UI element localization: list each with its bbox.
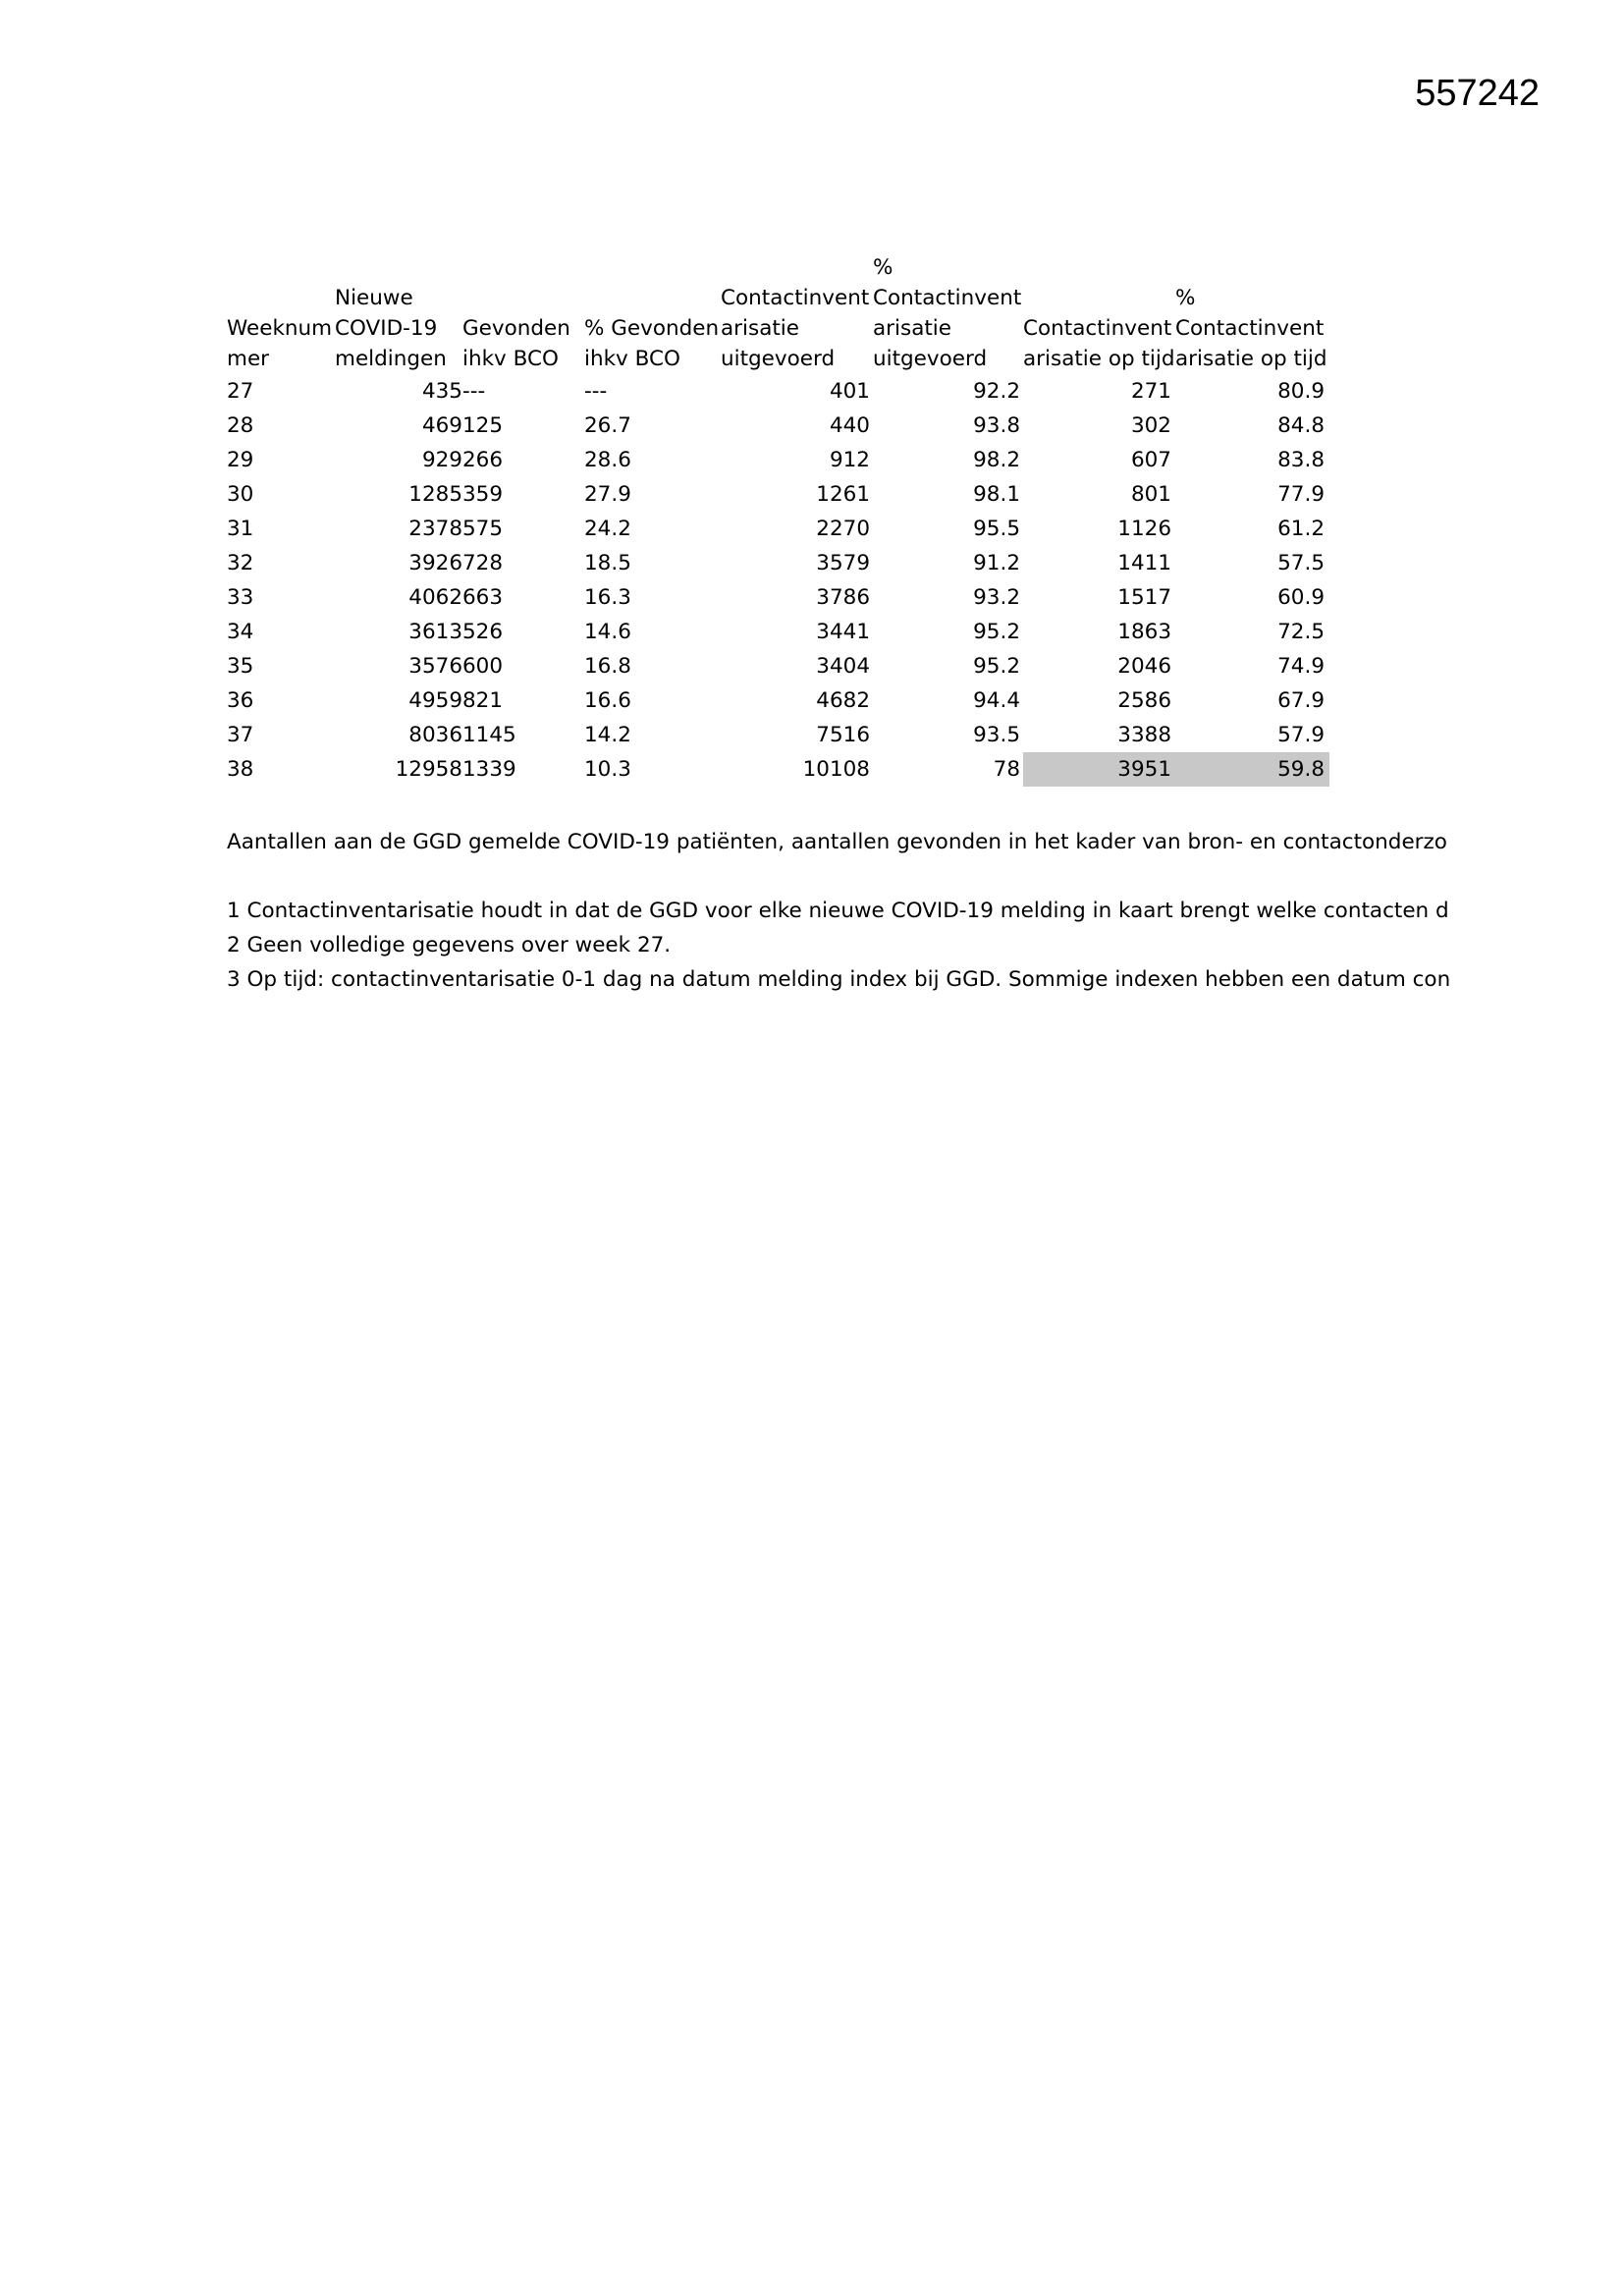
table-cell: 30 (227, 482, 254, 507)
table-row (227, 683, 1346, 718)
table-cell: 1863 (1117, 620, 1171, 644)
table-cell: 401 (829, 379, 870, 404)
table-body (227, 374, 1346, 787)
table-cell: 435 (421, 379, 462, 404)
table-cell: 7516 (816, 723, 870, 747)
table-cell: 600 (462, 654, 504, 679)
data-table (227, 252, 1346, 787)
column-header-line: arisatie op tijd (1023, 347, 1175, 371)
table-cell: 95.5 (973, 517, 1020, 541)
table-cell: 98.2 (973, 448, 1020, 472)
column-header-line: Nieuwe (335, 286, 413, 310)
document-number: 557242 (1415, 73, 1540, 114)
table-row (227, 649, 1346, 683)
table-cell: 60.9 (1277, 585, 1325, 610)
table-cell: 2586 (1117, 688, 1171, 713)
table-cell: 16.3 (584, 585, 631, 610)
table-cell: 95.2 (973, 654, 1020, 679)
table-row (227, 512, 1346, 546)
table-cell: 28.6 (584, 448, 631, 472)
table-cell: 61.2 (1277, 517, 1325, 541)
column-header (1023, 313, 1175, 374)
table-cell: 125 (462, 413, 504, 438)
table-cell: 92.2 (973, 379, 1020, 404)
table-cell: 4959 (408, 688, 462, 713)
table-cell: 38 (227, 757, 254, 782)
table-cell: 912 (829, 448, 870, 472)
column-header-line: uitgevoerd (873, 347, 988, 371)
table-cell: 1517 (1117, 585, 1171, 610)
table-cell: 18.5 (584, 551, 631, 575)
table-cell: 1261 (816, 482, 870, 507)
table-cell: 728 (462, 551, 504, 575)
table-cell: 37 (227, 723, 254, 747)
table-cell: 302 (1130, 413, 1171, 438)
table-cell: 607 (1130, 448, 1171, 472)
table-cell: 80.9 (1277, 379, 1325, 404)
table-cell: 27 (227, 379, 254, 404)
table-row (227, 718, 1346, 752)
table-cell: 4682 (816, 688, 870, 713)
table-cell: 10108 (802, 757, 870, 782)
table-row (227, 409, 1346, 443)
column-header-line: mer (227, 347, 270, 371)
column-header-line: Contactinvent (873, 286, 1022, 310)
column-header-line: % Gevonden (584, 316, 720, 341)
footnote-2: 2 Geen volledige gegevens over week 27. (227, 933, 672, 957)
table-row (227, 546, 1346, 580)
table-cell: 821 (462, 688, 504, 713)
table-cell: 16.6 (584, 688, 631, 713)
column-header (873, 252, 1021, 374)
table-cell: 36 (227, 688, 254, 713)
table-cell: 33 (227, 585, 254, 610)
table-cell: 271 (1130, 379, 1171, 404)
table-cell: 26.7 (584, 413, 631, 438)
table-cell: 84.8 (1277, 413, 1325, 438)
table-cell: 35 (227, 654, 254, 679)
column-header-line: ihkv BCO (462, 347, 559, 371)
column-header-line: Gevonden (462, 316, 570, 341)
table-cell: 2046 (1117, 654, 1171, 679)
table-cell: 3579 (816, 551, 870, 575)
table-cell: 929 (421, 448, 462, 472)
table-cell: 34 (227, 620, 254, 644)
table-cell: 59.8 (1277, 757, 1325, 782)
column-header-line: % (1175, 286, 1196, 310)
table-cell: 1411 (1117, 551, 1171, 575)
column-header-line: arisatie (873, 316, 951, 341)
table-cell: 78 (993, 757, 1020, 782)
table-row (227, 477, 1346, 512)
table-cell: 14.6 (584, 620, 631, 644)
column-header (721, 283, 869, 374)
table-row (227, 374, 1346, 409)
table-cell: 440 (829, 413, 870, 438)
footnote-3: 3 Op tijd: contactinventarisatie 0-1 dag na datum melding index bij GGD. Sommige indexen hebben een datum con (227, 967, 1451, 992)
table-cell: 1126 (1117, 517, 1171, 541)
table-cell: 575 (462, 517, 504, 541)
table-cell: 95.2 (973, 620, 1020, 644)
table-cell: 3576 (408, 654, 462, 679)
table-cell: 663 (462, 585, 504, 610)
table-row (227, 615, 1346, 649)
table-cell: 14.2 (584, 723, 631, 747)
table-cell: 94.4 (973, 688, 1020, 713)
table-cell: 2378 (408, 517, 462, 541)
table-cell: 28 (227, 413, 254, 438)
column-header (462, 313, 570, 374)
notes-section (227, 825, 1450, 997)
column-header-line: uitgevoerd (721, 347, 836, 371)
table-cell: 72.5 (1277, 620, 1325, 644)
table-cell: 16.8 (584, 654, 631, 679)
column-header (335, 283, 447, 374)
table-cell: 1339 (462, 757, 516, 782)
table-cell: 67.9 (1277, 688, 1325, 713)
table-header (227, 252, 1346, 374)
table-cell: 2270 (816, 517, 870, 541)
table-cell: 91.2 (973, 551, 1020, 575)
column-header-line: Contactinvent (1175, 316, 1325, 341)
column-header-line: ihkv BCO (584, 347, 680, 371)
table-cell: 10.3 (584, 757, 631, 782)
table-cell: 12958 (395, 757, 462, 782)
table-cell: 98.1 (973, 482, 1020, 507)
table-cell: 3441 (816, 620, 870, 644)
table-row (227, 443, 1346, 477)
table-cell: 3404 (816, 654, 870, 679)
table-cell: 57.9 (1277, 723, 1325, 747)
table-cell: 93.8 (973, 413, 1020, 438)
table-cell: 29 (227, 448, 254, 472)
table-cell: 83.8 (1277, 448, 1325, 472)
table-cell: --- (462, 379, 486, 404)
table-row (227, 752, 1346, 787)
table-cell: 4062 (408, 585, 462, 610)
table-cell: 27.9 (584, 482, 631, 507)
table-cell: 8036 (408, 723, 462, 747)
table-cell: 3951 (1117, 757, 1171, 782)
table-cell: 93.5 (973, 723, 1020, 747)
table-cell: 24.2 (584, 517, 631, 541)
column-header-line: meldingen (335, 347, 447, 371)
column-header-line: COVID-19 (335, 316, 438, 341)
table-cell: 1285 (408, 482, 462, 507)
column-header (1175, 283, 1327, 374)
column-header-line: Contactinvent (721, 286, 870, 310)
table-cell: 3786 (816, 585, 870, 610)
table-caption: Aantallen aan de GGD gemelde COVID-19 patiënten, aantallen gevonden in het kader van bron- en contactonderzo (227, 830, 1447, 854)
table-cell: 3388 (1117, 723, 1171, 747)
table-cell: 57.5 (1277, 551, 1325, 575)
table-cell: 31 (227, 517, 254, 541)
table-cell: 1145 (462, 723, 516, 747)
column-header-line: % (873, 255, 893, 280)
column-header-line: arisatie (721, 316, 799, 341)
footnote-1: 1 Contactinventarisatie houdt in dat de GGD voor elke nieuwe COVID-19 melding in kaart brengt welke contacten d (227, 899, 1449, 923)
table-cell: --- (584, 379, 608, 404)
table-cell: 801 (1130, 482, 1171, 507)
column-header (584, 313, 719, 374)
column-header-line: Weeknum (227, 316, 333, 341)
table-row (227, 580, 1346, 615)
column-header-line: Contactinvent (1023, 316, 1172, 341)
table-cell: 3613 (408, 620, 462, 644)
table-cell: 469 (421, 413, 462, 438)
table-cell: 32 (227, 551, 254, 575)
table-cell: 526 (462, 620, 504, 644)
table-cell: 93.2 (973, 585, 1020, 610)
table-cell: 74.9 (1277, 654, 1325, 679)
table-cell: 3926 (408, 551, 462, 575)
table-cell: 266 (462, 448, 504, 472)
table-cell: 77.9 (1277, 482, 1325, 507)
table-cell: 359 (462, 482, 504, 507)
column-header (227, 313, 332, 374)
column-header-line: arisatie op tijd (1175, 347, 1327, 371)
